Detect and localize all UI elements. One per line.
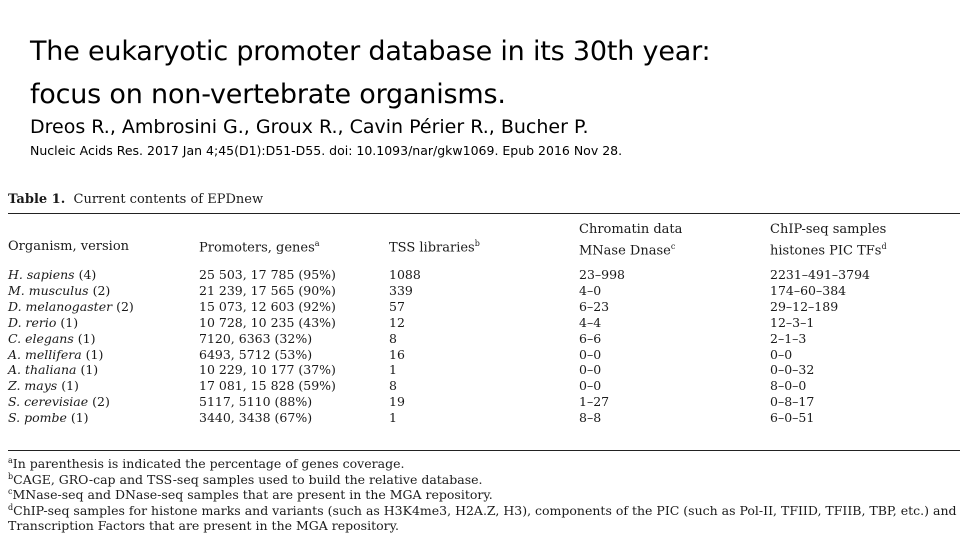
- tss-cell: 1: [389, 362, 397, 378]
- organism-cell: [8, 299, 134, 314]
- column-header-organism: Organism, version: [8, 239, 130, 254]
- footnote-mark: d: [8, 502, 14, 512]
- organism-name: A. thaliana: [8, 362, 77, 378]
- chipseq-cell: 29–12–189: [770, 298, 839, 314]
- table-figure: [8, 188, 960, 540]
- chipseq-header-line-2: [770, 238, 887, 259]
- organism-name: Z. mays: [8, 378, 58, 394]
- table-caption-label: Table 1.: [8, 192, 66, 207]
- organism-version: (4): [78, 267, 97, 282]
- promoters-cell: 3440, 3438 (67%): [199, 410, 313, 426]
- chromatin-cell: 4–0: [579, 282, 602, 298]
- chromatin-cell: 1–27: [579, 394, 610, 410]
- chromatin-cell: 23–998: [579, 267, 626, 282]
- organism-version: (1): [70, 410, 89, 426]
- tss-cell: 12: [389, 314, 405, 330]
- chipseq-subheaders: histones PIC TFs: [770, 243, 882, 259]
- footnote: [8, 515, 399, 534]
- tss-cell: 1088: [389, 267, 421, 282]
- organism-version: (2): [92, 394, 110, 410]
- chromatin-cell: 0–0: [579, 378, 602, 394]
- footnote-mark: b: [8, 471, 14, 481]
- organism-name: H. sapiens: [8, 267, 75, 282]
- promoters-cell: 25 503, 17 785 (95%): [199, 267, 336, 282]
- tss-cell: 16: [389, 346, 405, 362]
- table-caption-text: Current contents of EPDnew: [73, 192, 264, 207]
- column-header-tss: [389, 239, 480, 255]
- organism-version: (2): [92, 282, 111, 298]
- organism-cell: [8, 315, 78, 330]
- chipseq-cell: 0–8–17: [770, 394, 815, 410]
- column-header-promoters: [199, 239, 320, 255]
- promoters-cell: 5117, 5110 (88%): [199, 394, 313, 410]
- tss-cell: 57: [389, 298, 405, 314]
- chipseq-cell: 12–3–1: [770, 314, 815, 330]
- column-header-promoters-label: Promoters, genes: [199, 240, 315, 256]
- organism-version: (1): [60, 314, 79, 330]
- tss-cell: 8: [389, 330, 397, 346]
- organism-cell: [8, 347, 103, 362]
- chipseq-cell: 8–0–0: [770, 378, 807, 394]
- tss-cell: 1: [389, 410, 397, 426]
- footnote-text: ChIP-seq samples for histone marks and variants (such as H3K4me3, H2A.Z, H3), components of the PIC (such as Pol-II, TFIID, TFIIB, TBP, etc.) and: [13, 502, 957, 518]
- citation: Nucleic Acids Res. 2017 Jan 4;45(D1):D51-D55. doi: 10.1093/nar/gkw1069. Epub 2016 Nov 28.: [30, 143, 623, 158]
- organism-name: D. rerio: [8, 314, 57, 330]
- tss-footnote-mark: b: [474, 239, 480, 248]
- organism-version: (1): [80, 362, 99, 378]
- footnote-text: CAGE, GRO-cap and TSS-seq samples used to build the relative database.: [13, 471, 483, 487]
- organism-name: D. melanogaster: [8, 298, 113, 314]
- promoters-cell: 7120, 6363 (32%): [199, 330, 313, 346]
- chromatin-cell: 8–8: [579, 410, 602, 426]
- column-header-tss-label: TSS libraries: [389, 240, 475, 256]
- chromatin-subheaders: MNase Dnase: [579, 243, 671, 259]
- tss-cell: 19: [389, 394, 405, 410]
- chipseq-cell: 0–0: [770, 346, 793, 362]
- chromatin-header-line-1: Chromatin data: [579, 222, 683, 237]
- footnote-mark: a: [8, 456, 13, 465]
- chipseq-cell: 174–60–384: [770, 282, 847, 298]
- chromatin-cell: 4–4: [579, 314, 602, 330]
- organism-name: S. pombe: [8, 410, 67, 426]
- chipseq-group-header: [770, 221, 887, 259]
- promoters-cell: 10 229, 10 177 (37%): [199, 362, 336, 378]
- table-caption: [8, 192, 263, 207]
- organism-version: (1): [85, 346, 104, 362]
- organism-name: M. musculus: [8, 282, 89, 298]
- organism-version: (1): [77, 330, 96, 346]
- chromatin-group-header: [579, 221, 682, 259]
- organism-cell: [8, 378, 79, 393]
- organism-cell: [8, 410, 89, 425]
- organism-name: A. mellifera: [8, 346, 82, 362]
- footnote-text: MNase-seq and DNase-seq samples that are present in the MGA repository.: [12, 487, 493, 503]
- slide-title-line-1: The eukaryotic promoter database in its 30th year:: [30, 36, 711, 67]
- promoters-cell: 15 073, 12 603 (92%): [199, 298, 336, 314]
- chipseq-cell: 2–1–3: [770, 330, 807, 346]
- chromatin-header-line-2: [579, 238, 682, 259]
- footnote-text: In parenthesis is indicated the percentage of genes coverage.: [12, 456, 405, 472]
- promoters-footnote-mark: a: [314, 239, 320, 248]
- chromatin-cell: 6–23: [579, 298, 610, 314]
- chromatin-footnote-mark: c: [670, 242, 676, 251]
- slide-title-line-2: focus on non-vertebrate organisms.: [30, 79, 506, 110]
- author-list: Dreos R., Ambrosini G., Groux R., Cavin Périer R., Bucher P.: [30, 116, 589, 138]
- chipseq-cell: 2231–491–3794: [770, 267, 870, 282]
- organism-cell: [8, 267, 96, 282]
- organism-cell: [8, 331, 95, 346]
- organism-version: (1): [61, 378, 79, 394]
- organism-cell: [8, 283, 110, 298]
- organism-name: S. cerevisiae: [8, 394, 89, 410]
- table-bottom-rule: [8, 450, 960, 451]
- footnote-mark: c: [8, 487, 13, 496]
- promoters-cell: 21 239, 17 565 (90%): [199, 282, 336, 298]
- organism-version: (2): [116, 298, 134, 314]
- footnote-text: Transcription Factors that are present in the MGA repository.: [8, 518, 399, 534]
- chipseq-footnote-mark: d: [881, 242, 887, 251]
- organism-name: C. elegans: [8, 330, 74, 346]
- chromatin-cell: 0–0: [579, 346, 602, 362]
- organism-cell: [8, 394, 110, 409]
- promoters-cell: 17 081, 15 828 (59%): [199, 378, 336, 394]
- table-top-rule: [8, 213, 960, 214]
- chipseq-cell: 0–0–32: [770, 362, 815, 378]
- slide-title: [30, 30, 930, 116]
- organism-cell: [8, 362, 98, 377]
- chromatin-cell: 0–0: [579, 362, 602, 378]
- promoters-cell: 6493, 5712 (53%): [199, 346, 313, 362]
- chipseq-header-line-1: ChIP-seq samples: [770, 222, 887, 237]
- tss-cell: 8: [389, 378, 397, 394]
- tss-cell: 339: [389, 282, 413, 298]
- chromatin-cell: 6–6: [579, 330, 602, 346]
- promoters-cell: 10 728, 10 235 (43%): [199, 314, 336, 330]
- chipseq-cell: 6–0–51: [770, 410, 815, 426]
